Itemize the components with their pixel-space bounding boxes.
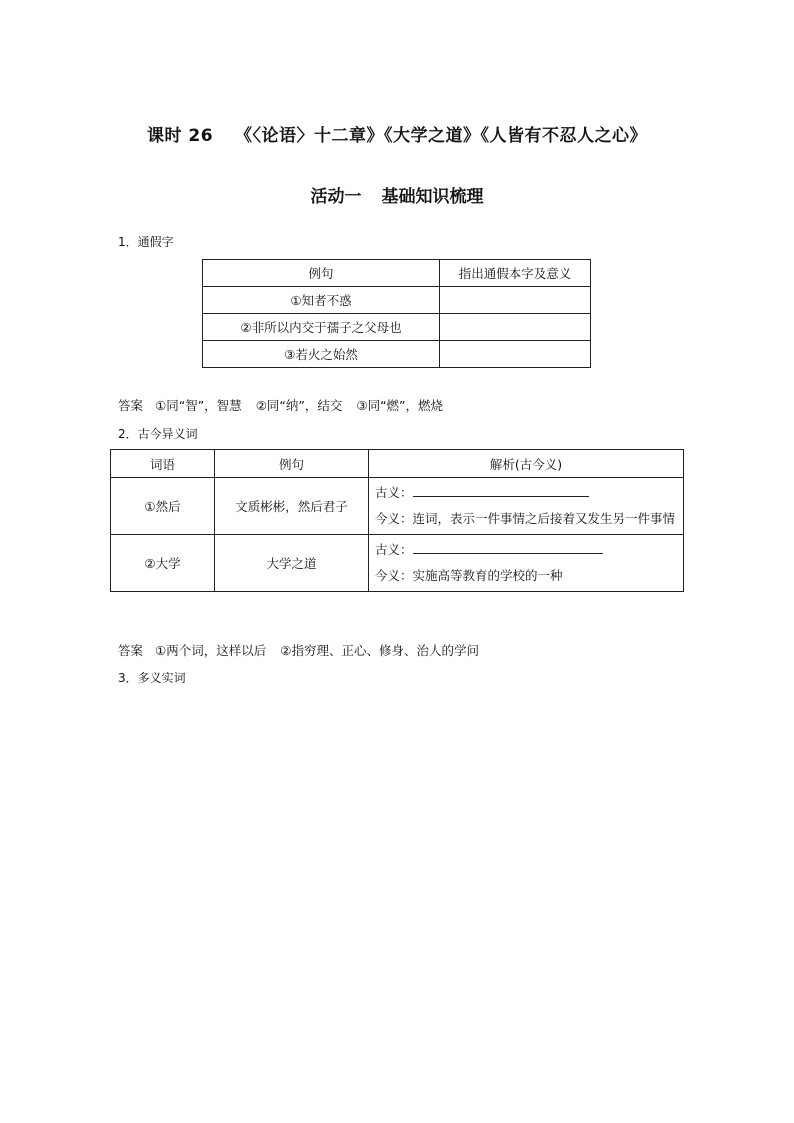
table-row [111, 478, 684, 535]
answer-label: 答案 [118, 643, 144, 658]
example-sentence-cell: ②非所以内交于孺子之父母也 [203, 314, 440, 341]
table-header-row [111, 450, 684, 478]
table-row [111, 535, 684, 592]
ancient-meaning-line [375, 537, 677, 563]
column-header: 指出通假本字及意义 [440, 260, 591, 287]
table-row [203, 314, 591, 341]
activity-label: 活动一 [310, 187, 362, 207]
answer-blank-cell [440, 341, 591, 368]
answer-line-1 [118, 396, 457, 414]
column-header: 例句 [203, 260, 440, 287]
answer-item: ①两个词，这样以后 [155, 643, 267, 658]
modern-meaning: 今义：连词，表示一件事情之后接着又发生另一件事情 [375, 511, 676, 526]
activity-title [0, 182, 794, 207]
section-heading-duoyishici: 3．多义实词 [118, 671, 186, 685]
page-title [0, 121, 794, 146]
gujinyiyi-table [110, 449, 684, 592]
word-cell: ①然后 [111, 478, 215, 535]
table-header-row [203, 260, 591, 287]
analysis-cell [369, 478, 684, 535]
fill-in-blank [413, 539, 603, 554]
modern-meaning: 今义：实施高等教育的学校的一种 [375, 568, 563, 583]
column-header: 解析(古今义) [369, 450, 684, 478]
answer-label: 答案 [118, 398, 144, 413]
lesson-title: 《〈论语〉十二章》《大学之道》《人皆有不忍人之心》 [235, 126, 648, 146]
answer-blank-cell [440, 314, 591, 341]
answer-line-2 [118, 641, 493, 659]
ancient-meaning-line [375, 480, 677, 506]
fill-in-blank [413, 482, 589, 497]
answer-item: ①同“智”，智慧 [155, 398, 242, 413]
example-sentence-cell: 文质彬彬，然后君子 [215, 478, 369, 535]
ancient-meaning-label: 古义： [375, 485, 413, 500]
tongjiazi-table [202, 259, 591, 368]
section-heading-gujinyiyi: 2．古今异义词 [118, 427, 198, 441]
ancient-meaning-label: 古义： [375, 542, 413, 557]
column-header: 例句 [215, 450, 369, 478]
section-heading-tongjiazi: 1．通假字 [118, 235, 174, 249]
table-row [203, 341, 591, 368]
answer-item: ②指穷理、正心、修身、治人的学问 [280, 643, 479, 658]
column-header: 词语 [111, 450, 215, 478]
example-sentence-cell: ①知者不惑 [203, 287, 440, 314]
answer-blank-cell [440, 287, 591, 314]
activity-name: 基础知识梳理 [381, 187, 484, 207]
example-sentence-cell: 大学之道 [215, 535, 369, 592]
answer-item: ③同“燃”，燃烧 [356, 398, 444, 413]
example-sentence-cell: ③若火之始然 [203, 341, 440, 368]
table-row [203, 287, 591, 314]
lesson-number: 课时 26 [146, 126, 214, 146]
word-cell: ②大学 [111, 535, 215, 592]
answer-item: ②同“纳”，结交 [255, 398, 343, 413]
analysis-cell [369, 535, 684, 592]
